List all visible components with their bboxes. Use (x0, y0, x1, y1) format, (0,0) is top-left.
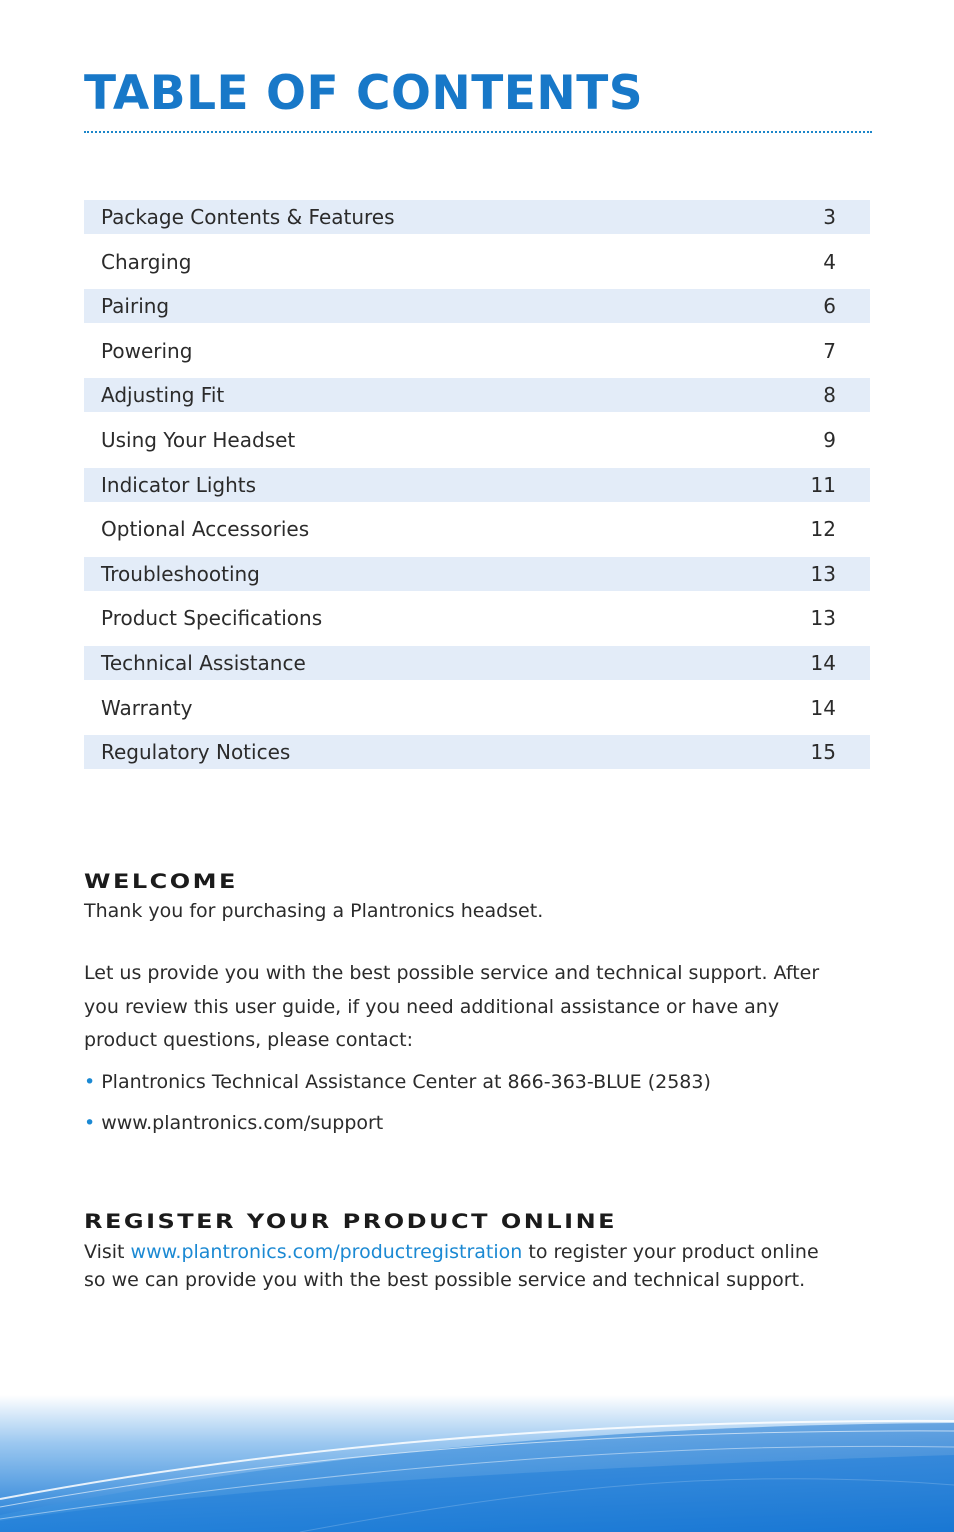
bullet-icon: • (84, 1112, 96, 1134)
contact-bullet-phone (84, 1071, 711, 1093)
register-suffix: to register your product online (522, 1241, 819, 1263)
bullet-icon: • (84, 1071, 96, 1093)
toc-entry-label: Adjusting Fit (101, 383, 225, 408)
toc-entry-label: Technical Assistance (101, 650, 306, 675)
register-line-2: so we can provide you with the best possible service and technical support. (84, 1269, 806, 1291)
register-line-1 (84, 1241, 819, 1263)
table-of-contents (84, 200, 870, 780)
toc-page-number: 12 (810, 517, 836, 542)
toc-page-number: 3 (823, 205, 836, 229)
toc-row[interactable] (84, 423, 870, 457)
footer-wave-graphic (0, 1395, 954, 1532)
toc-row[interactable] (84, 200, 870, 234)
toc-page-number: 4 (823, 249, 836, 274)
toc-row[interactable] (84, 735, 870, 769)
toc-entry-label: Indicator Lights (101, 472, 257, 497)
toc-row[interactable] (84, 691, 870, 725)
welcome-intro: Thank you for purchasing a Plantronics headset. (84, 900, 544, 922)
contact-phone-text: Plantronics Technical Assistance Center at 866-363-BLUE (2583) (101, 1071, 711, 1093)
register-prefix: Visit (84, 1241, 131, 1263)
toc-row[interactable] (84, 468, 870, 502)
toc-page-number: 15 (810, 740, 836, 765)
toc-page-number: 14 (810, 650, 836, 675)
toc-entry-label: Regulatory Notices (101, 740, 291, 765)
toc-page-number: 8 (823, 383, 836, 408)
toc-page-number: 9 (823, 427, 836, 452)
title-dotted-divider (84, 131, 872, 133)
toc-entry-label: Powering (101, 338, 193, 363)
toc-entry-label: Using Your Headset (101, 427, 296, 452)
toc-row[interactable] (84, 646, 870, 680)
toc-entry-label: Pairing (101, 294, 170, 319)
toc-row[interactable] (84, 601, 870, 635)
welcome-heading: WELCOME (84, 870, 238, 893)
toc-entry-label: Package Contents & Features (101, 205, 395, 229)
toc-entry-label: Product Specifications (101, 606, 323, 631)
register-heading: REGISTER YOUR PRODUCT ONLINE (84, 1210, 618, 1233)
toc-entry-label: Warranty (101, 695, 193, 720)
toc-row[interactable] (84, 334, 870, 368)
toc-page-number: 6 (823, 294, 836, 319)
toc-row[interactable] (84, 289, 870, 323)
toc-page-number: 14 (810, 695, 836, 720)
toc-row[interactable] (84, 378, 870, 412)
welcome-paragraph: Let us provide you with the best possible service and technical support. After you review this user guide, if you need additional assistance or have any product questions, please contact: (84, 962, 820, 1051)
toc-entry-label: Optional Accessories (101, 517, 310, 542)
toc-row[interactable] (84, 557, 870, 591)
toc-page-number: 11 (810, 472, 836, 497)
page-title: TABLE OF CONTENTS (84, 66, 644, 121)
registration-link[interactable]: www.plantronics.com/productregistration (130, 1241, 523, 1263)
toc-row[interactable] (84, 245, 870, 279)
toc-row[interactable] (84, 512, 870, 546)
toc-page-number: 13 (810, 606, 836, 631)
toc-page-number: 7 (823, 338, 836, 363)
contact-bullet-website (84, 1112, 383, 1134)
support-url-text: www.plantronics.com/support (101, 1112, 384, 1134)
toc-page-number: 13 (810, 561, 836, 586)
toc-entry-label: Charging (101, 249, 192, 274)
toc-entry-label: Troubleshooting (101, 561, 260, 586)
